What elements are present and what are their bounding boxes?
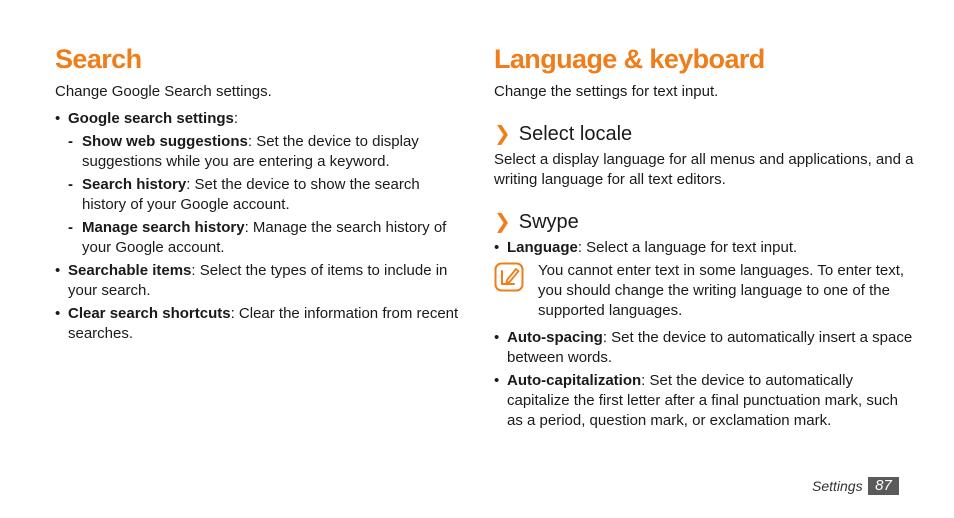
item-text: : Set the device to automatically insert a space between words. bbox=[507, 329, 913, 366]
chevron-right-icon: ❯ bbox=[494, 211, 511, 233]
sub-list-item bbox=[55, 132, 465, 172]
sub-list-item bbox=[55, 175, 465, 215]
note-text: You cannot enter text in some languages. To enter text, you should change the writing language to one of the supported languages. bbox=[538, 262, 905, 319]
dash-glyph: - bbox=[68, 219, 73, 236]
language-keyboard-intro: Change the settings for text input. bbox=[494, 83, 719, 100]
bullet-glyph: • bbox=[494, 239, 500, 256]
item-term: Auto-spacing bbox=[507, 329, 603, 346]
item-text: : Set the device to automatically capitalize the first letter after a final punctuation mark, such as a period, question mark, or exclamation mark. bbox=[507, 372, 899, 429]
item-text: : Manage the search history of your Google account. bbox=[82, 219, 447, 256]
select-locale-text: Select a display language for all menus and applications, and a writing language for all text editors. bbox=[494, 151, 914, 188]
bullet-glyph: • bbox=[494, 372, 500, 389]
search-settings-list bbox=[55, 109, 465, 344]
item-term: Show web suggestions bbox=[82, 133, 248, 150]
select-locale-heading bbox=[494, 121, 914, 147]
note-pencil-icon bbox=[494, 262, 524, 292]
swype-label: Swype bbox=[518, 211, 579, 233]
bullet-glyph: • bbox=[55, 262, 61, 279]
page-number: 87 bbox=[868, 477, 899, 495]
select-locale-label: Select locale bbox=[518, 123, 633, 145]
list-item bbox=[494, 238, 914, 258]
item-text: : Set the device to display suggestions while you are entering a keyword. bbox=[82, 133, 419, 170]
item-term: Language bbox=[507, 239, 578, 256]
language-keyboard-title: Language & keyboard bbox=[494, 44, 765, 74]
footer-section-label: Settings bbox=[812, 478, 863, 494]
item-term: Searchable items bbox=[68, 262, 192, 279]
swype-heading bbox=[494, 209, 914, 235]
item-term: Search history bbox=[82, 176, 187, 193]
list-item bbox=[55, 304, 465, 344]
list-item bbox=[494, 371, 914, 431]
bullet-glyph: • bbox=[55, 305, 61, 322]
item-term: Auto-capitalization bbox=[507, 372, 642, 389]
bullet-glyph: • bbox=[55, 110, 61, 127]
list-item bbox=[55, 261, 465, 301]
item-text: : Select a language for text input. bbox=[577, 239, 798, 256]
language-keyboard-section bbox=[494, 42, 914, 434]
dash-glyph: - bbox=[68, 133, 73, 150]
item-term: Clear search shortcuts bbox=[68, 305, 231, 322]
search-intro: Change Google Search settings. bbox=[55, 83, 272, 100]
dash-glyph: - bbox=[68, 176, 73, 193]
item-text: : bbox=[233, 110, 239, 127]
chevron-right-icon: ❯ bbox=[494, 123, 511, 145]
item-term: Manage search history bbox=[82, 219, 245, 236]
item-term: Google search settings bbox=[68, 110, 234, 127]
item-text: : Set the device to show the search history of your Google account. bbox=[82, 176, 420, 213]
note-box bbox=[494, 261, 914, 321]
item-text: : Clear the information from recent searches. bbox=[68, 305, 459, 342]
bullet-glyph: • bbox=[494, 329, 500, 346]
search-title: Search bbox=[55, 44, 142, 74]
search-section bbox=[55, 42, 465, 347]
list-item bbox=[55, 109, 465, 129]
list-item bbox=[494, 328, 914, 368]
item-text: : Select the types of items to include in your search. bbox=[68, 262, 448, 299]
sub-list-item bbox=[55, 218, 465, 258]
